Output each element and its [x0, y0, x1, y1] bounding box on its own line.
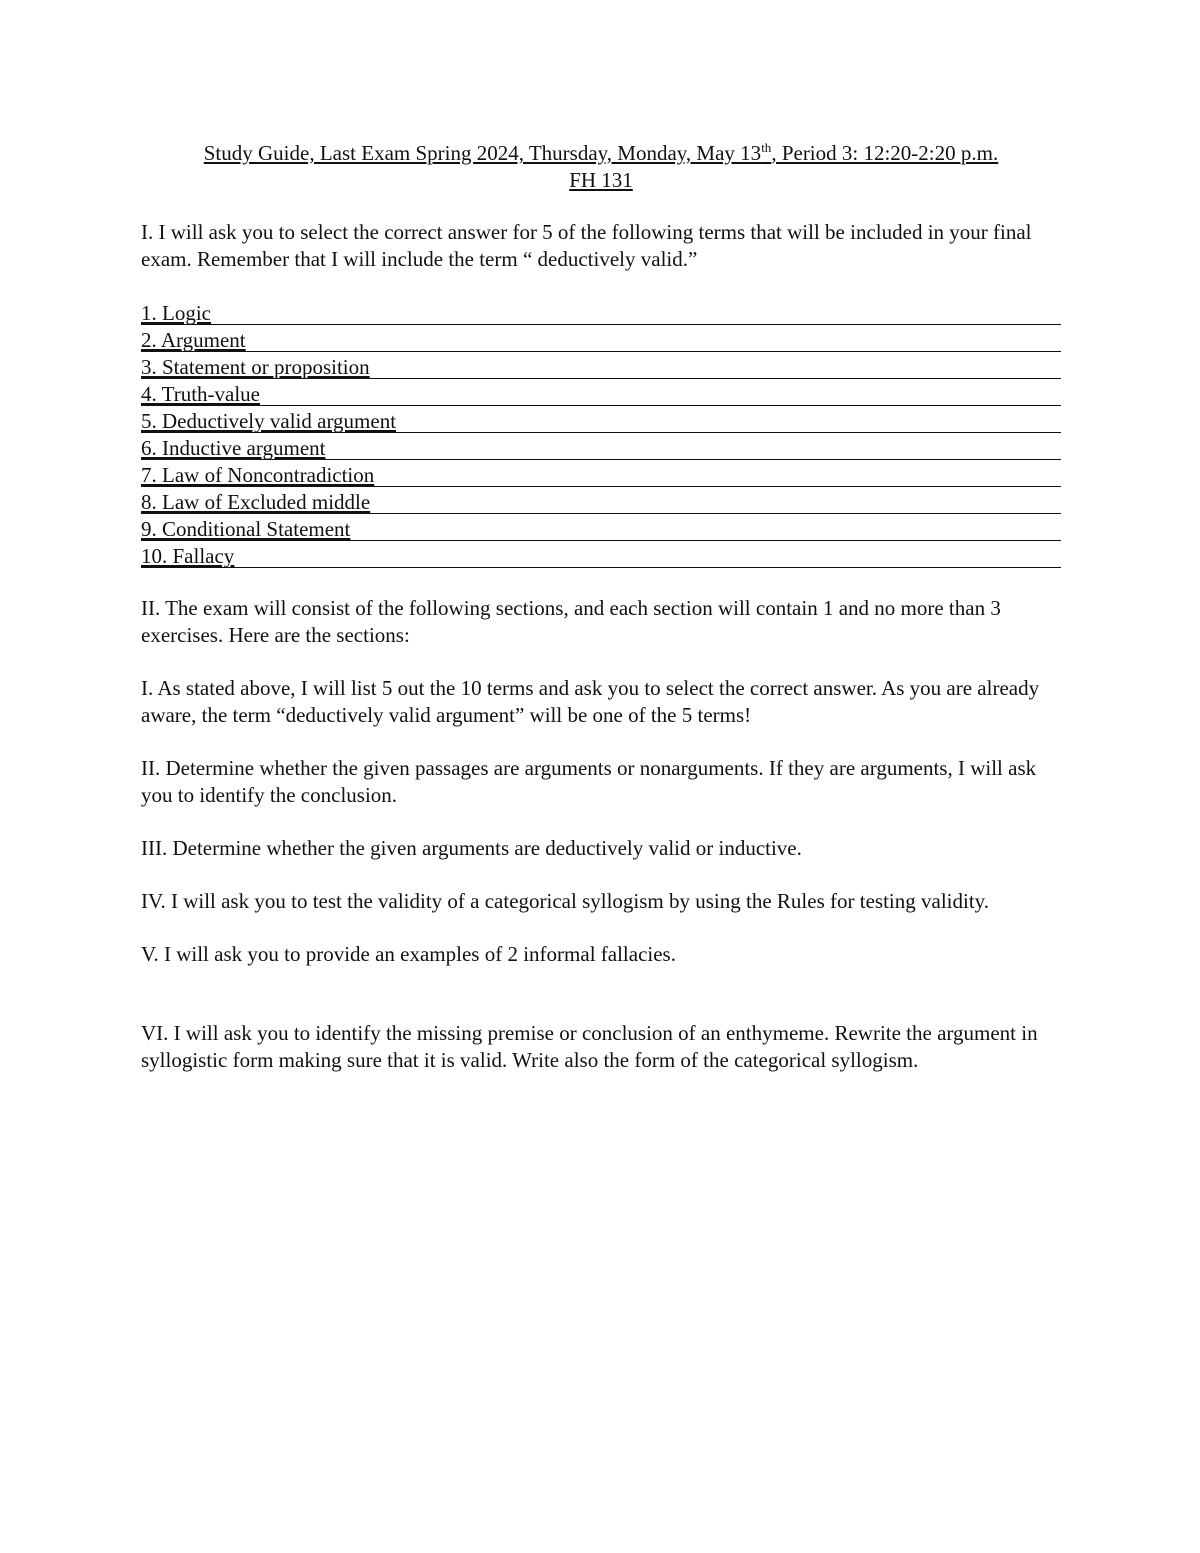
section-item: II. Determine whether the given passages are arguments or nonarguments. If they are arguments, I will ask you to identify the conclusion. — [141, 756, 1037, 807]
term-item: 7. Law of Noncontradiction — [141, 460, 1061, 487]
section-item: V. I will ask you to provide an examples of 2 informal fallacies. — [141, 942, 676, 966]
section-item: VI. I will ask you to identify the missing premise or conclusion of an enthymeme. Rewrite the argument in syllogistic form making sure that it is valid. Write also the form of the categorical syllogism. — [141, 1021, 1038, 1072]
term-item: 10. Fallacy — [141, 541, 1061, 568]
sections-instructions: II. The exam will consist of the following sections, and each section will contain 1 and no more than 3 exercises. Here are the sections: — [141, 596, 1001, 647]
term-item: 3. Statement or proposition — [141, 352, 1061, 379]
title-line-2: FH 131 — [569, 168, 633, 192]
document-title — [141, 140, 1061, 194]
title-ordinal-suffix: th — [761, 140, 772, 155]
term-item: 5. Deductively valid argument — [141, 406, 1061, 433]
document-page — [141, 140, 1061, 1074]
term-item: 6. Inductive argument — [141, 433, 1061, 460]
section-item: III. Determine whether the given arguments are deductively valid or inductive. — [141, 836, 802, 860]
section-item: IV. I will ask you to test the validity of a categorical syllogism by using the Rules for testing validity. — [141, 889, 990, 913]
term-item: 2. Argument — [141, 325, 1061, 352]
term-item: 1. Logic — [141, 298, 1061, 325]
term-item: 4. Truth-value — [141, 379, 1061, 406]
term-item: 9. Conditional Statement — [141, 514, 1061, 541]
title-line-1-end: , Period 3: 12:20-2:20 p.m. — [771, 141, 999, 165]
title-line-1-start: Study Guide, Last Exam Spring 2024, Thursday, Monday, May 13 — [203, 141, 762, 165]
section-item: I. As stated above, I will list 5 out the 10 terms and ask you to select the correct answer. As you are already aware, the term “deductively valid argument” will be one of the 5 terms! — [141, 676, 1040, 727]
term-item: 8. Law of Excluded middle — [141, 487, 1061, 514]
terms-instructions: I. I will ask you to select the correct answer for 5 of the following terms that will be included in your final exam. Remember that I will include the term “ deductively valid.” — [141, 220, 1032, 271]
terms-list — [141, 298, 1061, 568]
